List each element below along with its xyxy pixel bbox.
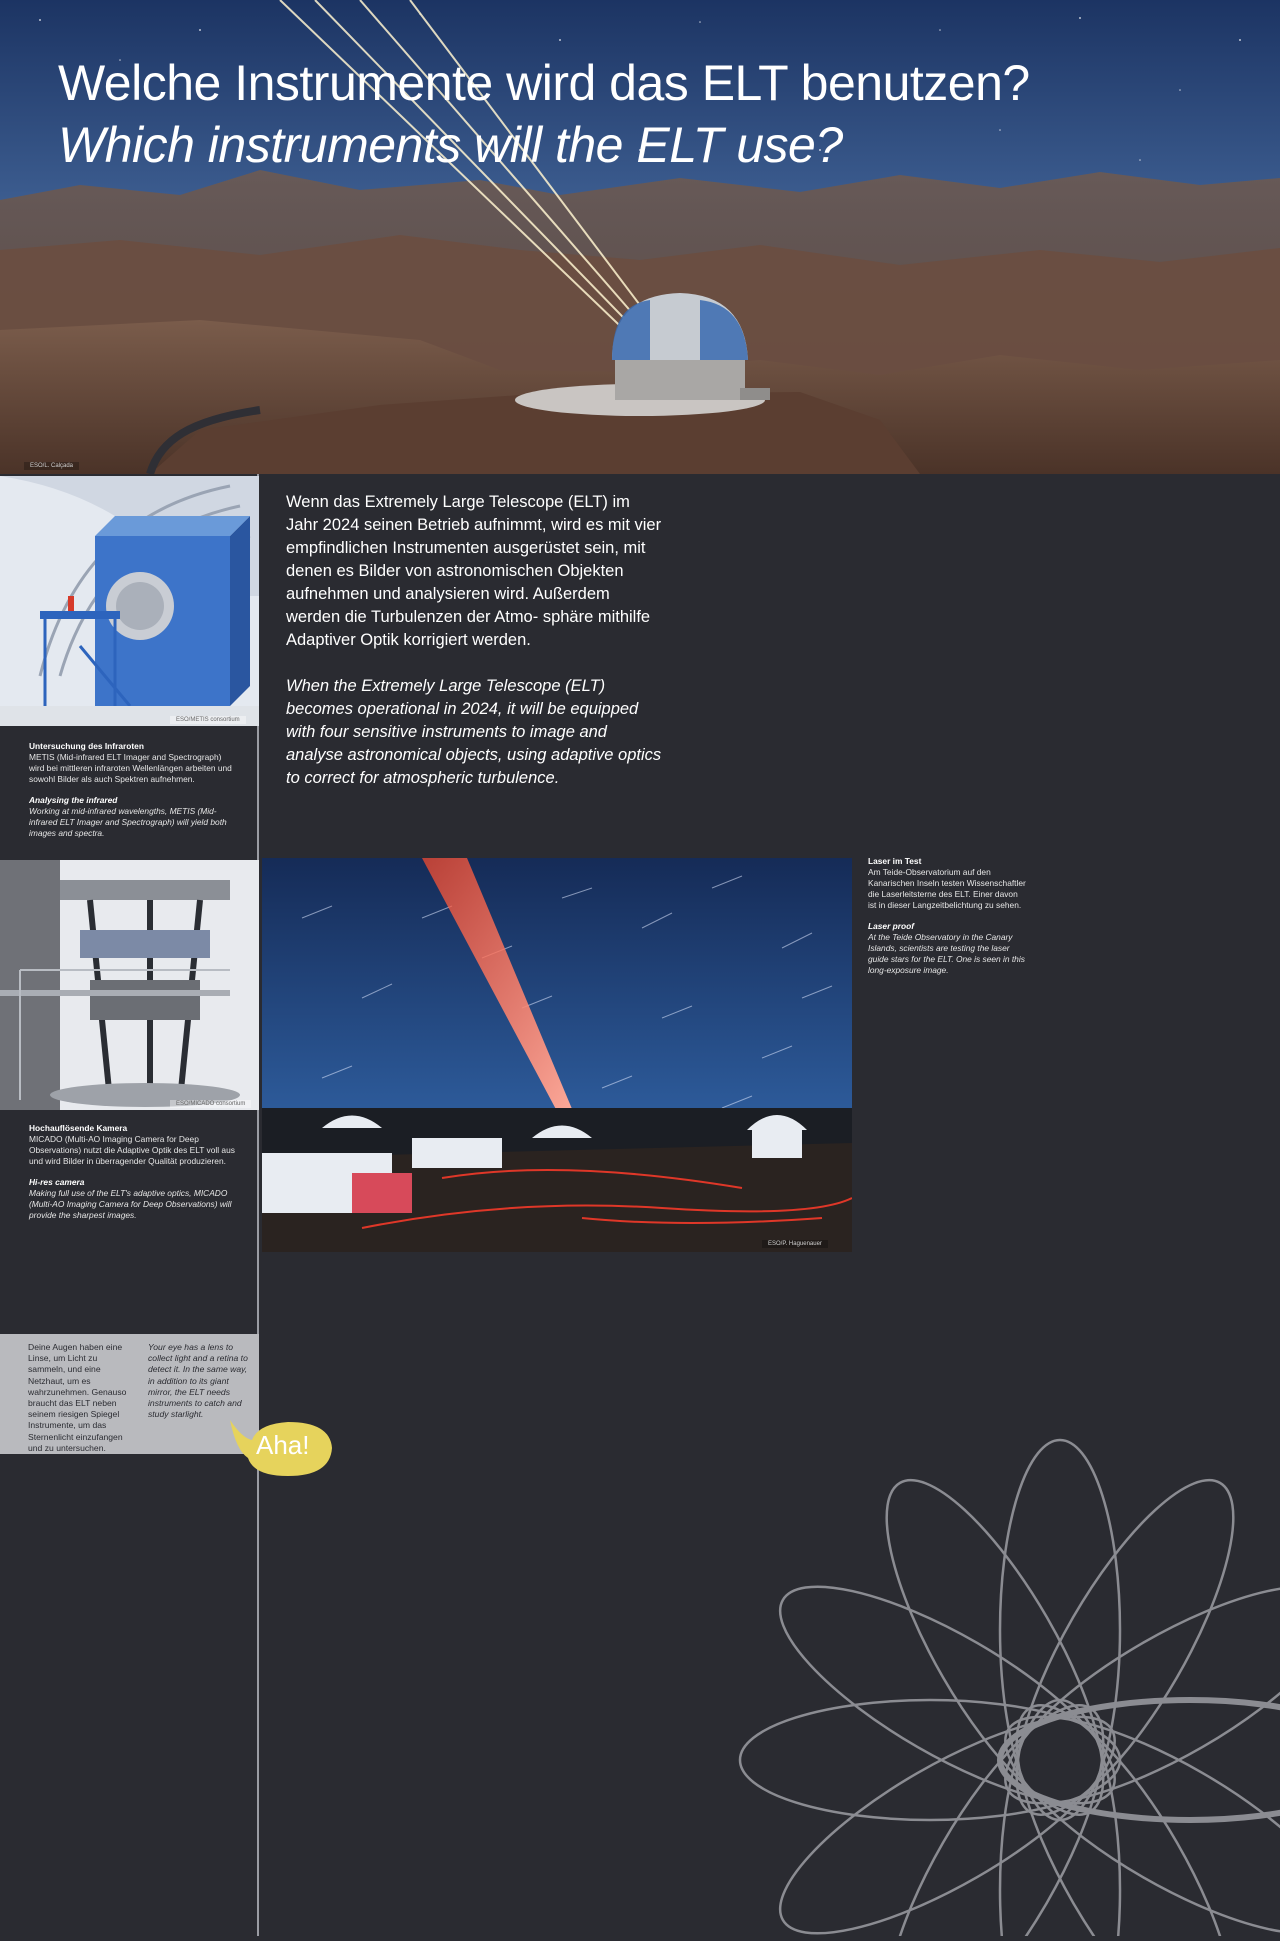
metis-credit: ESO/METIS consortium	[170, 716, 246, 724]
intro-de: Wenn das Extremely Large Telescope (ELT) im Jahr 2024 seinen Betrieb aufnimmt, wird es mit vier empfindlichen Instrumenten ausgerüstet sein, mit denen es Bilder von astronomischen Objekten aufnehmen und analysieren wird. Außerdem werden die Turbulenzen der Atmo- sphäre mithilfe Adaptiver Optik korrigiert werden.	[286, 493, 662, 649]
hero-image	[0, 0, 1280, 474]
intro-text	[286, 491, 666, 790]
laser-credit: ESO/P. Haguenauer	[762, 1240, 828, 1248]
page-title-de: Welche Instrumente wird das ELT benutzen?	[58, 55, 1030, 111]
laser-image	[262, 858, 852, 1252]
rosette-loop	[978, 1548, 1280, 1842]
micado-heading-en: Hi-res camera	[29, 1177, 85, 1187]
metis-image	[0, 476, 259, 726]
micado-text-de: MICADO (Multi-AO Imaging Camera for Deep Observations) nutzt die Adaptive Optik des ELT voll aus und wird Bilder in überragender Qualität produzieren.	[29, 1134, 235, 1166]
micado-heading-de: Hochauflösende Kamera	[29, 1123, 128, 1133]
micado-caption	[29, 1123, 239, 1221]
aha-text-en: Your eye has a lens to collect light and a retina to detect it. In the same way, in addition to its giant mirror, the ELT needs instruments to catch and study starlight.	[148, 1342, 248, 1420]
micado-credit: ESO/MICADO consortium	[170, 1100, 251, 1108]
laser-text-de: Am Teide-Observatorium auf den Kanarischen Inseln testen Wissenschaftler die Laserleitsterne des ELT. Einer davon ist in dieser Langzeitbelichtung zu sehen.	[868, 867, 1026, 910]
intro-en: When the Extremely Large Telescope (ELT) becomes operational in 2024, it will be equipped with four sensitive instruments to image and analyse astronomical objects, using adaptive optics to correct for atmospheric turbulence.	[286, 677, 662, 787]
micado-image	[0, 860, 259, 1110]
hero-credit: ESO/L. Calçada	[24, 462, 79, 470]
rosette-loop	[848, 1678, 1142, 1936]
spirograph-decoration	[720, 1360, 1280, 1941]
aha-text-de: Deine Augen haben eine Linse, um Licht zu sammeln, und eine Netzhaut, um es wahrzunehmen. Genauso braucht das ELT neben seinem riesigen Spiegel Instrumente, um das Sternenlicht einzufangen und zu untersuchen.	[28, 1342, 127, 1453]
laser-heading-de: Laser im Test	[868, 856, 922, 866]
metis-heading-en: Analysing the infrared	[29, 795, 118, 805]
laser-heading-en: Laser proof	[868, 921, 915, 931]
metis-heading-de: Untersuchung des Infraroten	[29, 741, 144, 751]
aha-speech-bubble	[228, 1418, 334, 1478]
metis-text-de: METIS (Mid-infrared ELT Imager and Spectrograph) wird bei mittleren infraroten Wellenlängen arbeiten und sowohl Bilder als auch Spektren aufnehmen.	[29, 752, 232, 784]
laser-caption	[868, 856, 1028, 976]
aha-label: Aha!	[256, 1430, 310, 1460]
page-title-en: Which instruments will the ELT use?	[58, 117, 843, 173]
metis-caption	[29, 741, 239, 839]
laser-text-en: At the Teide Observatory in the Canary Islands, scientists are testing the laser guide stars for the ELT. One is seen in this long-exposure image.	[868, 932, 1025, 975]
metis-text-en: Working at mid-infrared wavelengths, METIS (Mid-infrared ELT Imager and Spectrograph) will yield both images and spectra.	[29, 806, 227, 838]
rosette-loop	[978, 1678, 1272, 1936]
micado-text-en: Making full use of the ELT's adaptive optics, MICADO (Multi-AO Imaging Camera for Deep Observations) will provide the sharpest images.	[29, 1188, 232, 1220]
